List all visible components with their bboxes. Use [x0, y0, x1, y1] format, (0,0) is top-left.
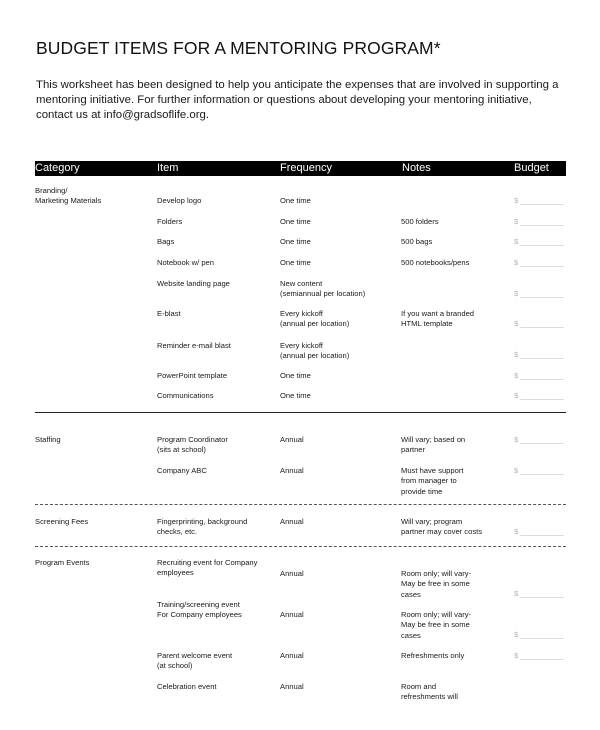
header-frequency: Frequency: [280, 162, 332, 174]
notes-cell: Room only; will vary- May be free in some cases: [401, 569, 472, 599]
budget-field[interactable]: $ __________: [514, 630, 564, 639]
budget-field[interactable]: $ __________: [514, 589, 564, 598]
notes-cell: Refreshments only: [401, 651, 465, 660]
item-cell: Fingerprinting, background checks, etc.: [157, 517, 248, 537]
budget-field[interactable]: $ __________: [514, 391, 564, 400]
notes-cell: Room only; will vary- May be free in some cases: [401, 610, 472, 640]
frequency-cell: Every kickoff (annual per location): [280, 309, 350, 329]
frequency-cell: One time: [280, 196, 311, 205]
section-divider: [35, 546, 566, 547]
section-divider: [35, 504, 566, 505]
page-bottom-edge: [0, 701, 600, 730]
item-cell: Training/screening event For Company employees: [157, 600, 242, 620]
header-category: Category: [35, 162, 80, 174]
header-notes: Notes: [402, 162, 431, 174]
notes-cell: Must have support from manager to provide time: [401, 466, 464, 496]
notes-cell: Room and refreshments will: [401, 682, 458, 702]
frequency-cell: One time: [280, 237, 311, 246]
budget-field[interactable]: $ __________: [514, 435, 564, 444]
item-cell: E-blast: [157, 309, 181, 318]
page-title: BUDGET ITEMS FOR A MENTORING PROGRAM*: [36, 38, 441, 58]
budget-field[interactable]: $ __________: [514, 196, 564, 205]
section-divider: [35, 412, 566, 413]
header-item: Item: [157, 162, 179, 174]
budget-field[interactable]: $ __________: [514, 350, 564, 359]
intro-line-2: mentoring initiative. For further information or questions about developing your mentoring initiative,: [36, 94, 532, 106]
frequency-cell: One time: [280, 258, 311, 267]
category-screening-fees: Screening Fees: [35, 517, 89, 526]
budget-field[interactable]: $ __________: [514, 258, 564, 267]
notes-cell: Will vary; based on partner: [401, 435, 466, 455]
frequency-cell: Annual: [280, 466, 304, 475]
header-budget: Budget: [514, 162, 549, 174]
item-cell: Notebook w/ pen: [157, 258, 214, 267]
table-header: [35, 161, 566, 176]
notes-cell: 500 folders: [401, 217, 439, 226]
frequency-cell: New content (semiannual per location): [280, 279, 366, 299]
category-branding: Branding/ Marketing Materials: [35, 186, 102, 206]
budget-field[interactable]: $ __________: [514, 289, 564, 298]
frequency-cell: Annual: [280, 651, 304, 660]
frequency-cell: One time: [280, 371, 311, 380]
budget-field[interactable]: $ __________: [514, 651, 564, 660]
notes-cell: If you want a branded HTML template: [401, 309, 475, 329]
frequency-cell: Every kickoff (annual per location): [280, 341, 350, 361]
frequency-cell: Annual: [280, 569, 304, 578]
item-cell: Folders: [157, 217, 183, 226]
item-cell: PowerPoint template: [157, 371, 228, 380]
budget-field[interactable]: $ __________: [514, 371, 564, 380]
intro-line-1: This worksheet has been designed to help you anticipate the expenses that are involved in supporting a: [36, 79, 559, 91]
item-cell: Bags: [157, 237, 175, 246]
item-cell: Recruiting event for Company employees: [157, 558, 258, 578]
item-cell: Website landing page: [157, 279, 230, 288]
frequency-cell: Annual: [280, 517, 304, 526]
budget-field[interactable]: $ __________: [514, 217, 564, 226]
category-staffing: Staffing: [35, 435, 61, 444]
frequency-cell: Annual: [280, 435, 304, 444]
frequency-cell: One time: [280, 217, 311, 226]
frequency-cell: Annual: [280, 682, 304, 691]
item-cell: Parent welcome event (at school): [157, 651, 233, 671]
budget-field[interactable]: $ __________: [514, 466, 564, 475]
intro-line-3: contact us at info@gradsoflife.org.: [36, 109, 210, 121]
budget-field[interactable]: $ __________: [514, 319, 564, 328]
item-cell: Communications: [157, 391, 214, 400]
notes-cell: 500 notebooks/pens: [401, 258, 470, 267]
item-cell: Program Coordinator (sits at school): [157, 435, 228, 455]
item-cell: Celebration event: [157, 682, 217, 691]
notes-cell: 500 bags: [401, 237, 433, 246]
budget-field[interactable]: $ __________: [514, 237, 564, 246]
frequency-cell: One time: [280, 391, 311, 400]
category-program-events: Program Events: [35, 558, 90, 567]
item-cell: Develop logo: [157, 196, 202, 205]
intro-paragraph: [36, 78, 559, 123]
notes-cell: Will vary; program partner may cover costs: [401, 517, 483, 537]
item-cell: Reminder e-mail blast: [157, 341, 231, 350]
item-cell: Company ABC: [157, 466, 207, 475]
frequency-cell: Annual: [280, 610, 304, 619]
budget-field[interactable]: $ __________: [514, 527, 564, 536]
